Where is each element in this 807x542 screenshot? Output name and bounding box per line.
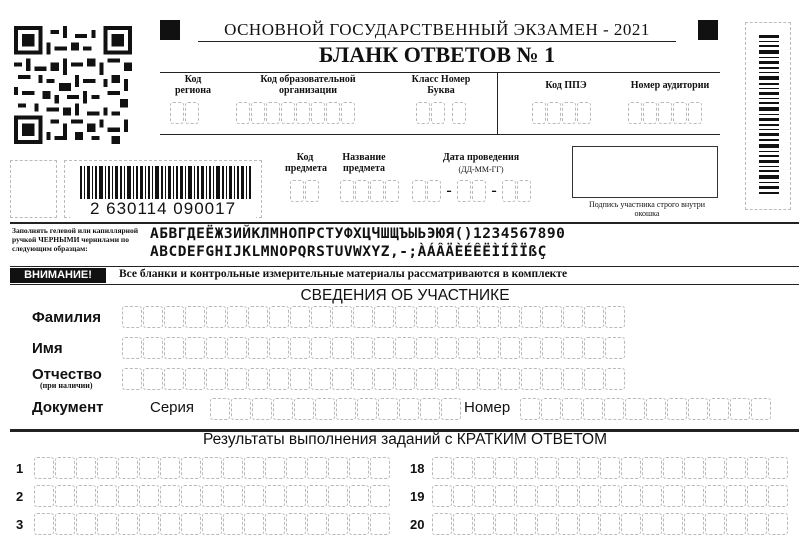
entry-cell[interactable] (562, 398, 582, 420)
entry-cell[interactable] (537, 485, 557, 507)
entry-cell[interactable] (416, 368, 436, 390)
entry-cell[interactable] (181, 513, 201, 535)
entry-cell[interactable] (311, 368, 331, 390)
entry-cell[interactable] (122, 337, 142, 359)
entry-cell[interactable] (311, 306, 331, 328)
empty-box (10, 160, 57, 218)
entry-cell[interactable] (185, 306, 205, 328)
entry-cell[interactable] (349, 485, 369, 507)
entry-cell[interactable] (453, 485, 473, 507)
vertical-barcode (745, 22, 791, 210)
sample-row-1: АБВГДЕЁЖЗИЙКЛМНОПРСТУФХЦЧШЩЪЫЬЭЮЯ()1234567890 (150, 226, 566, 242)
entry-cell[interactable] (558, 513, 578, 535)
entry-cell[interactable] (726, 513, 746, 535)
entry-cell[interactable] (495, 457, 515, 479)
entry-cell[interactable] (684, 513, 704, 535)
entry-cell[interactable] (584, 368, 604, 390)
attention-badge: ВНИМАНИЕ! (10, 268, 106, 283)
entry-cell[interactable] (252, 398, 272, 420)
series-label: Серия (150, 399, 195, 416)
region-code-label: Код региона (174, 74, 212, 96)
entry-cell[interactable] (290, 368, 310, 390)
entry-cell[interactable] (495, 485, 515, 507)
entry-cell[interactable] (160, 485, 180, 507)
entry-cell[interactable] (521, 368, 541, 390)
entry-cell[interactable] (479, 337, 499, 359)
org-code-label: Код образовательной организации (260, 74, 356, 96)
entry-cell[interactable] (76, 513, 96, 535)
entry-cell[interactable] (474, 457, 494, 479)
answer-row-number: 2 (16, 489, 24, 504)
entry-cell[interactable] (579, 513, 599, 535)
entry-cell[interactable] (164, 368, 184, 390)
room-label: Номер аудитории (630, 80, 710, 91)
attention-text: Все бланки и контрольные измерительные материалы рассматриваются в комплекте (119, 268, 568, 280)
entry-cell[interactable] (437, 337, 457, 359)
entry-cell[interactable] (374, 337, 394, 359)
answer-cells-20[interactable] (432, 513, 788, 535)
entry-cell[interactable] (122, 368, 142, 390)
answer-cells-2[interactable] (34, 485, 390, 507)
entry-cell[interactable] (332, 337, 352, 359)
entry-cell[interactable] (583, 398, 603, 420)
entry-cell[interactable] (336, 398, 356, 420)
entry-cell[interactable] (374, 368, 394, 390)
marker-square-left (160, 20, 180, 40)
answer-row-number: 19 (410, 489, 425, 504)
entry-cell[interactable] (181, 457, 201, 479)
entry-cell[interactable] (269, 368, 289, 390)
entry-cell[interactable] (646, 398, 666, 420)
sample-row-2: ABCDEFGHIJKLMNOPQRSTUVWXYZ,-;ÀÁÂÄÈÉÊËÌÍÎÏßÇ (150, 244, 547, 260)
entry-cell[interactable] (542, 337, 562, 359)
surname-label: Фамилия (32, 309, 101, 326)
entry-cell[interactable] (143, 306, 163, 328)
entry-cell[interactable] (495, 513, 515, 535)
ppe-code-cells[interactable] (532, 102, 591, 124)
entry-cell[interactable] (604, 398, 624, 420)
entry-cell[interactable] (311, 337, 331, 359)
subject-code-cells[interactable] (290, 180, 319, 202)
entry-cell[interactable] (705, 457, 725, 479)
entry-cell[interactable] (307, 485, 327, 507)
entry-cell[interactable] (139, 513, 159, 535)
entry-cell[interactable] (227, 306, 247, 328)
entry-cell[interactable] (605, 337, 625, 359)
entry-cell[interactable] (286, 457, 306, 479)
entry-cell[interactable] (453, 513, 473, 535)
entry-cell[interactable] (474, 485, 494, 507)
qr-code (14, 26, 132, 144)
entry-cell[interactable] (747, 457, 767, 479)
exam-title: ОСНОВНОЙ ГОСУДАРСТВЕННЫЙ ЭКЗАМЕН - 2021 (224, 20, 650, 39)
entry-cell[interactable] (227, 337, 247, 359)
entry-cell[interactable] (542, 306, 562, 328)
answers-section-title: Результаты выполнения заданий с КРАТКИМ ОТВЕТОМ (202, 431, 607, 448)
class-cells[interactable] (416, 102, 466, 124)
entry-cell[interactable] (223, 485, 243, 507)
entry-cell[interactable] (185, 337, 205, 359)
entry-cell[interactable] (206, 368, 226, 390)
entry-cell[interactable] (307, 513, 327, 535)
answer-row-number: 18 (410, 461, 425, 476)
entry-cell[interactable] (563, 306, 583, 328)
entry-cell[interactable] (265, 513, 285, 535)
entry-cell[interactable] (684, 485, 704, 507)
series-cells[interactable] (210, 398, 461, 420)
entry-cell[interactable] (118, 513, 138, 535)
entry-cell[interactable] (642, 457, 662, 479)
name-label: Имя (32, 340, 63, 357)
entry-cell[interactable] (349, 457, 369, 479)
ppe-code-label: Код ППЭ (545, 80, 587, 91)
entry-cell[interactable] (244, 513, 264, 535)
entry-cell[interactable] (516, 513, 536, 535)
entry-cell[interactable] (432, 513, 452, 535)
entry-cell[interactable] (269, 306, 289, 328)
entry-cell[interactable] (206, 306, 226, 328)
entry-cell[interactable] (206, 337, 226, 359)
subject-name-cells[interactable] (340, 180, 399, 202)
entry-cell[interactable] (558, 485, 578, 507)
entry-cell[interactable] (479, 306, 499, 328)
date-cells[interactable] (412, 180, 531, 202)
entry-cell[interactable] (378, 398, 398, 420)
date-format: (ДД-ММ-ГГ) (458, 165, 504, 174)
entry-cell[interactable] (432, 485, 452, 507)
entry-cell[interactable] (663, 513, 683, 535)
entry-cell[interactable] (516, 457, 536, 479)
entry-cell[interactable] (143, 368, 163, 390)
entry-cell[interactable] (432, 457, 452, 479)
entry-cell[interactable] (458, 306, 478, 328)
entry-cell[interactable] (122, 306, 142, 328)
entry-cell[interactable] (34, 485, 54, 507)
entry-cell[interactable] (139, 485, 159, 507)
entry-cell[interactable] (768, 513, 788, 535)
entry-cell[interactable] (705, 513, 725, 535)
entry-cell[interactable] (600, 457, 620, 479)
entry-cell[interactable] (223, 513, 243, 535)
entry-cell[interactable] (521, 337, 541, 359)
entry-cell[interactable] (688, 398, 708, 420)
entry-cell[interactable] (97, 457, 117, 479)
entry-cell[interactable] (395, 306, 415, 328)
barcode-number: 2 630114 090017 (70, 199, 256, 219)
entry-cell[interactable] (143, 337, 163, 359)
answer-row-number: 3 (16, 517, 24, 532)
entry-cell[interactable] (290, 337, 310, 359)
entry-cell[interactable] (420, 398, 440, 420)
entry-cell[interactable] (642, 513, 662, 535)
entry-cell[interactable] (202, 513, 222, 535)
entry-cell[interactable] (520, 398, 540, 420)
entry-cell[interactable] (349, 513, 369, 535)
entry-cell[interactable] (269, 337, 289, 359)
entry-cell[interactable] (684, 457, 704, 479)
entry-cell[interactable] (353, 337, 373, 359)
entry-cell[interactable] (370, 457, 390, 479)
entry-cell[interactable] (328, 513, 348, 535)
class-label: Класс Номер Буква (411, 74, 471, 96)
participant-section-title: СВЕДЕНИЯ ОБ УЧАСТНИКЕ (300, 287, 510, 304)
entry-cell[interactable] (437, 368, 457, 390)
entry-cell[interactable] (332, 306, 352, 328)
answer-cells-19[interactable] (432, 485, 788, 507)
answer-row-number: 20 (410, 517, 425, 532)
entry-cell[interactable] (353, 368, 373, 390)
date-label: Дата проведения (442, 152, 520, 163)
entry-cell[interactable] (605, 306, 625, 328)
entry-cell[interactable] (227, 368, 247, 390)
entry-cell[interactable] (621, 485, 641, 507)
name-cells[interactable] (122, 337, 625, 359)
entry-cell[interactable] (290, 306, 310, 328)
number-label: Номер (464, 399, 511, 416)
document-label: Документ (32, 399, 104, 416)
entry-cell[interactable] (34, 513, 54, 535)
marker-square-right (698, 20, 718, 40)
entry-cell[interactable] (97, 513, 117, 535)
entry-cell[interactable] (399, 398, 419, 420)
number-cells[interactable] (520, 398, 771, 420)
entry-cell[interactable] (164, 306, 184, 328)
entry-cell[interactable] (97, 485, 117, 507)
entry-cell[interactable] (747, 485, 767, 507)
entry-cell[interactable] (730, 398, 750, 420)
entry-cell[interactable] (160, 513, 180, 535)
entry-cell[interactable] (709, 398, 729, 420)
answer-cells-1[interactable] (34, 457, 390, 479)
entry-cell[interactable] (244, 457, 264, 479)
region-code-cells[interactable] (170, 102, 199, 124)
form-title: БЛАНК ОТВЕТОВ № 1 (318, 42, 556, 67)
patronymic-label: Отчество (32, 366, 102, 383)
signature-box[interactable] (572, 146, 718, 198)
entry-cell[interactable] (537, 513, 557, 535)
entry-cell[interactable] (563, 337, 583, 359)
answer-row-number: 1 (16, 461, 24, 476)
entry-cell[interactable] (667, 398, 687, 420)
entry-cell[interactable] (458, 368, 478, 390)
entry-cell[interactable] (416, 337, 436, 359)
entry-cell[interactable] (231, 398, 251, 420)
entry-cell[interactable] (458, 337, 478, 359)
entry-cell[interactable] (357, 398, 377, 420)
sample-instruction: Заполнять гелевой или капиллярной ручкой ЧЕРНЫМИ чернилами по следующим образцам: (12, 226, 139, 253)
entry-cell[interactable] (516, 485, 536, 507)
entry-cell[interactable] (537, 457, 557, 479)
entry-cell[interactable] (416, 306, 436, 328)
entry-cell[interactable] (621, 457, 641, 479)
entry-cell[interactable] (558, 457, 578, 479)
entry-cell[interactable] (395, 337, 415, 359)
entry-cell[interactable] (76, 485, 96, 507)
entry-cell[interactable] (726, 485, 746, 507)
entry-cell[interactable] (474, 513, 494, 535)
entry-cell[interactable] (705, 485, 725, 507)
entry-cell[interactable] (273, 398, 293, 420)
entry-cell[interactable] (223, 457, 243, 479)
entry-cell[interactable] (244, 485, 264, 507)
entry-cell[interactable] (521, 306, 541, 328)
entry-cell[interactable] (315, 398, 335, 420)
entry-cell[interactable] (437, 306, 457, 328)
entry-cell[interactable] (500, 306, 520, 328)
answer-cells-3[interactable] (34, 513, 390, 535)
entry-cell[interactable] (747, 513, 767, 535)
entry-cell[interactable] (210, 398, 230, 420)
entry-cell[interactable] (76, 457, 96, 479)
entry-cell[interactable] (370, 485, 390, 507)
entry-cell[interactable] (542, 368, 562, 390)
entry-cell[interactable] (160, 457, 180, 479)
entry-cell[interactable] (248, 368, 268, 390)
entry-cell[interactable] (328, 457, 348, 479)
answer-cells-18[interactable] (432, 457, 788, 479)
entry-cell[interactable] (625, 398, 645, 420)
entry-cell[interactable] (202, 457, 222, 479)
entry-cell[interactable] (286, 485, 306, 507)
entry-cell[interactable] (353, 306, 373, 328)
surname-cells[interactable] (122, 306, 625, 328)
patronymic-cells[interactable] (122, 368, 625, 390)
entry-cell[interactable] (185, 368, 205, 390)
entry-cell[interactable] (621, 513, 641, 535)
entry-cell[interactable] (34, 457, 54, 479)
entry-cell[interactable] (579, 485, 599, 507)
entry-cell[interactable] (265, 485, 285, 507)
entry-cell[interactable] (248, 306, 268, 328)
patronymic-note: (при наличии) (40, 381, 93, 390)
entry-cell[interactable] (541, 398, 561, 420)
room-cells[interactable] (628, 102, 702, 124)
entry-cell[interactable] (500, 337, 520, 359)
subject-name-label: Название предмета (342, 152, 386, 174)
entry-cell[interactable] (642, 485, 662, 507)
entry-cell[interactable] (453, 457, 473, 479)
entry-cell[interactable] (118, 457, 138, 479)
entry-cell[interactable] (600, 513, 620, 535)
entry-cell[interactable] (605, 368, 625, 390)
date-separator-1: - (446, 182, 452, 199)
entry-cell[interactable] (286, 513, 306, 535)
entry-cell[interactable] (395, 368, 415, 390)
entry-cell[interactable] (600, 485, 620, 507)
entry-cell[interactable] (584, 306, 604, 328)
entry-cell[interactable] (202, 485, 222, 507)
entry-cell[interactable] (181, 485, 201, 507)
entry-cell[interactable] (118, 485, 138, 507)
signature-caption: Подпись участника строго внутри окошка (588, 200, 706, 218)
entry-cell[interactable] (579, 457, 599, 479)
entry-cell[interactable] (370, 513, 390, 535)
entry-cell[interactable] (479, 368, 499, 390)
entry-cell[interactable] (768, 485, 788, 507)
subject-code-label: Код предмета (285, 152, 327, 174)
entry-cell[interactable] (139, 457, 159, 479)
org-code-cells[interactable] (236, 102, 355, 124)
entry-cell[interactable] (307, 457, 327, 479)
entry-cell[interactable] (374, 306, 394, 328)
entry-cell[interactable] (55, 457, 75, 479)
entry-cell[interactable] (751, 398, 771, 420)
entry-cell[interactable] (332, 368, 352, 390)
entry-cell[interactable] (663, 457, 683, 479)
entry-cell[interactable] (55, 485, 75, 507)
entry-cell[interactable] (500, 368, 520, 390)
entry-cell[interactable] (265, 457, 285, 479)
entry-cell[interactable] (55, 513, 75, 535)
entry-cell[interactable] (164, 337, 184, 359)
entry-cell[interactable] (768, 457, 788, 479)
entry-cell[interactable] (248, 337, 268, 359)
entry-cell[interactable] (726, 457, 746, 479)
entry-cell[interactable] (563, 368, 583, 390)
entry-cell[interactable] (441, 398, 461, 420)
entry-cell[interactable] (294, 398, 314, 420)
date-separator-2: - (491, 182, 497, 199)
entry-cell[interactable] (328, 485, 348, 507)
entry-cell[interactable] (663, 485, 683, 507)
entry-cell[interactable] (584, 337, 604, 359)
